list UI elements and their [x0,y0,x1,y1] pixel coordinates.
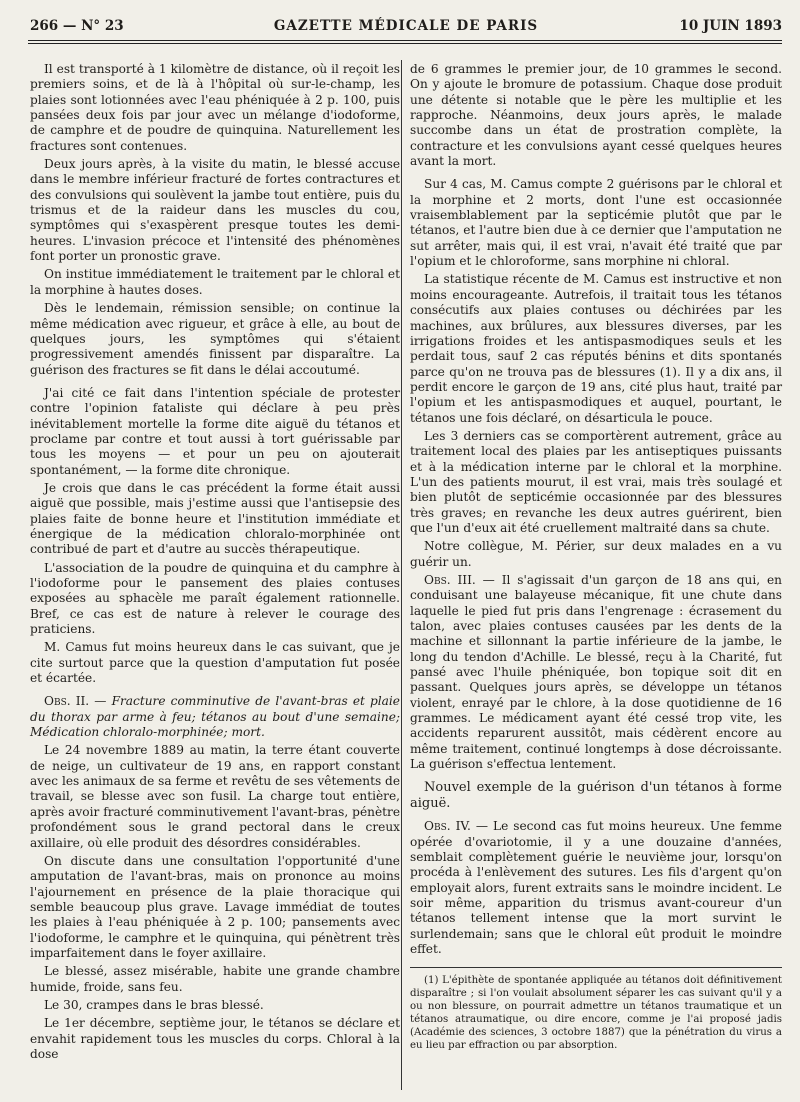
paragraph: Il est transporté à 1 kilomètre de distance, où il reçoit les premiers soins, et de là à l'hôpital où sur-le-champ, les plaies sont lotionnées avec l'eau phéniquée à 2 p. 100, puis pansées deux fois par jour avec un mélange d'iodoforme, de camphre et de poudre de quinquina. Naturellement les fractures sont contenues. [30,62,400,153]
observation-heading [30,694,400,740]
paragraph: Le 30, crampes dans le bras blessé. [44,997,264,1012]
paragraph: M. Camus fut moins heureux dans le cas suivant, que je cite surtout parce que la question d'amputation fut posée et écartée. [30,640,400,686]
paragraph: Notre collègue, M. Périer, sur deux malades en a vu guérir un. [410,539,782,569]
paragraph: de 6 grammes le premier jour, de 10 grammes le second. On y ajoute le bromure de potassium. Chaque dose produit une détente si notable que le père les multiplie et les rapproche. Néanmoins, deux jours après, le malade succombe dans un état de prostration complète, la contracture et les convulsions ayant cessé quelques heures avant la mort. [410,62,782,169]
left-column [30,62,400,1065]
paragraph: Le blessé, assez misérable, habite une grande chambre humide, froide, sans feu. [30,964,400,994]
footnote: (1) L'épithète de spontanée appliquée au tétanos doit définitivement disparaître ; si l'on voulait absolument séparer les cas suivant qu'il y a ou non blessure, on pourrait admettre un tétanos traumatique et un tétanos atraumatique, ou dire encore, comme je l'ai proposé jadis (Académie des sciences, 3 octobre 1887) que la pénétration du virus a eu lieu par effraction ou par absorption. [410,975,782,1052]
observation-label: Obs. II. [44,694,90,709]
observation-text: — Le second cas fut moins heureux. Une femme opérée d'ovariotomie, il y a une douzaine d'années, semblait complètement guérie le neuvième jour, lorsqu'on procéda à l'enlèvement des sutures. Les fils d'argent qu'on employait alors, furent extraits sans le moindre incident. Le soir même, apparition du trismus avant-coureur d'un tétanos tellement intense que la mort survint le surlendemain; sans que le chloral eût produit le moindre effet. [410,819,782,956]
header-rule-bottom [28,43,782,44]
paragraph: Sur 4 cas, M. Camus compte 2 guérisons par le chloral et la morphine et 2 morts, dont l'une est occasionnée vraisemblablement par la septicémie plutôt que par le tétanos, et l'autre bien due à ce dernier que l'amputation ne sut arrêter, mais qui, il est vrai, n'avait été traité que par l'opium et le chloroforme, sans morphine ni chloral. [410,177,782,269]
observation-text: — Il s'agissait d'un garçon de 18 ans qui, en conduisant une balayeuse mécanique, fit une chute dans laquelle le pied fut pris dans l'engrenage : écrasement du talon, avec plaies contuses causées par les dents de la machine et sillonnant la partie inférieure de la jambe, le long du tendon d'Achille. Le blessé, reçu à la Charité, fut pansé avec l'huile phéniquée, bon topique soit dit en passant. Quelques jours après, se développe un tétanos violent, enrayé par le chlore, à la dose quotidienne de 16 grammes. Le médicament ayant été cessé trop vite, les accidents reparurent aussitôt, mais cédèrent encore au même traitement, continué longtemps à dose décroissante. La guérison s'effectua lentement. [410,573,782,772]
page-header [30,16,782,38]
right-column [410,62,782,1052]
page-number: 266 — N° 23 [30,18,124,34]
paragraph: Le 24 novembre 1889 au matin, la terre étant couverte de neige, un cultivateur de 19 ans, en rapport constant avec les animaux de sa ferme et revêtu de ses vêtements de travail, se blesse avec son fusil. La charge tout entière, après avoir fracturé comminutivement l'avant-bras, pénètre profondément sous le grand pectoral dans le creux axillaire, où elle produit des désordres considérables. [30,743,400,850]
paragraph: Je crois que dans le cas précédent la forme était aussi aiguë que possible, mais j'estime aussi que l'antisepsie des plaies faite de bonne heure et l'institution immédiate et énergique de la médication chloralo-morphinée ont contribué de part et d'autre au succès thérapeutique. [30,480,400,557]
column-divider [401,60,402,1090]
observation [410,819,782,957]
paragraph: Dès le lendemain, rémission sensible; on continue la même médication avec rigueur, et grâce à elle, au bout de quelques jours, les symptômes qui s'étaient progressivement amendés finissent par disparaître. La guérison des fractures se fit dans le délai accoutumé. [30,301,400,377]
paragraph: Nouvel exemple de la guérison d'un tétanos à forme aiguë. [410,780,782,811]
paragraph: Les 3 derniers cas se comportèrent autrement, grâce au traitement local des plaies par les antiseptiques puissants et à la médication interne par le chloral et la morphine. L'un des patients mourut, il est vrai, mais très soulagé et bien plutôt de septicémie occasionnée par des blessures très graves; en revanche les deux autres guérirent, bien que l'un d'eux ait été cruellement maltraité dans sa chute. [410,428,782,535]
paragraph: L'association de la poudre de quinquina et du camphre à l'iodoforme pour le pansement des plaies contuses exposées au sphacèle me paraît également rationnelle. Bref, ce cas est de nature à relever le courage des praticiens. [30,560,400,637]
paragraph: Le 1er décembre, septième jour, le tétanos se déclare et envahit rapidement tous les muscles du corps. Chloral à la dose [30,1016,400,1061]
issue-date: 10 JUIN 1893 [679,18,782,34]
paragraph: La statistique récente de M. Camus est instructive et non moins encourageante. Autrefois, il traitait tous les tétanos consécutifs aux plaies contuses ou déchirées par les machines, aux brûlures, aux blessures diverses, par les irrigations froides et les antispasmodiques seuls et les perdait tous, sauf 2 cas réputés bénins et dits spontanés parce qu'on ne trouva pas de blessures (1). Il y a dix ans, il perdit encore le garçon de 19 ans, cité plus haut, traité par l'opium et les antispasmodiques et auquel, pourtant, le tétanos une fois déclaré, on désarticula le pouce. [410,272,782,425]
journal-title: GAZETTE MÉDICALE DE PARIS [273,18,539,34]
header-rule-top [28,40,782,41]
paragraph: Deux jours après, à la visite du matin, le blessé accuse dans le membre inférieur fracturé de fortes contractures et des convulsions qui soulèvent la jambe tout entière, puis du trismus et de la raideur dans les muscles du cou, symptômes qui s'exaspèrent presque toutes les demi-heures. L'invasion précoce et l'intensité des phénomènes font porter un pronostic grave. [30,157,400,264]
paragraph: J'ai cité ce fait dans l'intention spéciale de protester contre l'opinion fataliste qui déclare à peu près inévitablement mortelle la forme dite aiguë du tétanos et proclame par contre et tout aussi à tort guérissable par tous les moyens — et pour un peu on ajouterait spontanément, — la forme dite chronique. [30,385,400,477]
observation-label: Obs. IV. [424,819,471,834]
observation-title: — Fracture comminutive de l'avant-bras et plaie du thorax par arme à feu; tétanos au bout d'une semaine; Médication chloralo-morphinée; mort. [30,694,400,740]
paragraph: On institue immédiatement le traitement par le chloral et la morphine à hautes doses. [30,267,400,297]
observation [410,573,782,772]
footnotes [410,967,782,1052]
observation-label: Obs. III. [424,573,476,587]
paragraph: On discute dans une consultation l'opportunité d'une amputation de l'avant-bras, mais on prononce au moins l'ajournement en présence de la plaie thoracique qui semble beaucoup plus grave. Lavage immédiat de toutes les plaies à l'eau phéniquée à 2 p. 100; pansements avec l'iodoforme, le camphre et le quinquina, qui pénètrent très imparfaitement dans le foyer axillaire. [30,853,400,960]
